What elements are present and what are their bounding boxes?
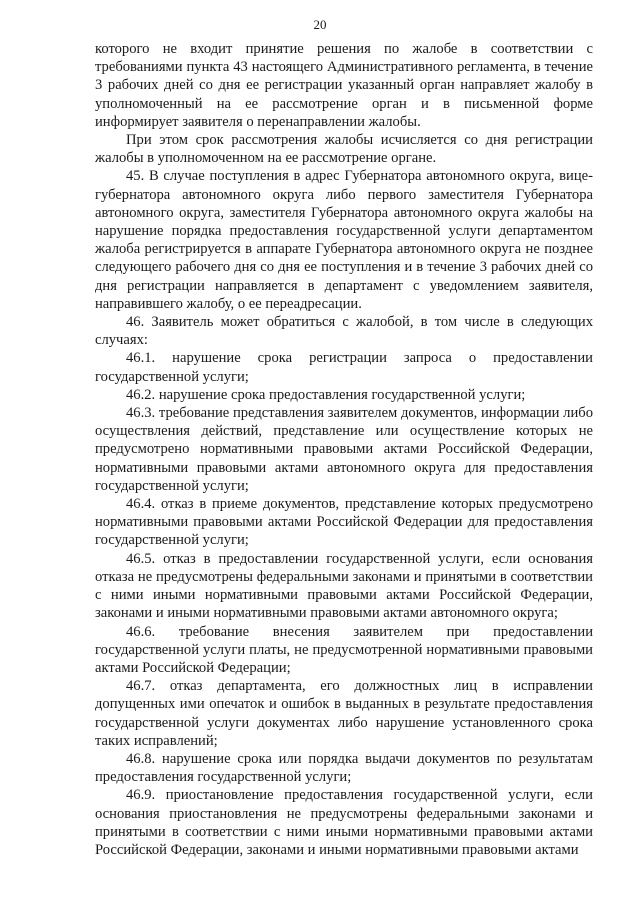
paragraph-46-5: 46.5. отказ в предоставлении государственной услуги, если основания отказа не предусмотрены федеральными законами и принятыми в соответствии с ними иными нормативными правовыми актами Российской Федерации, законами и иными нормативными правовыми актами автономного округа; <box>95 550 593 622</box>
paragraph-continuation: которого не входит принятие решения по жалобе в соответствии с требованиями пункта 43 настоящего Административного регламента, в течение 3 рабочих дней со дня ее регистрации указанный орган направляет жалобу в уполномоченный на ее рассмотрение орган и в письменной форме информирует заявителя о перенаправлении жалобы. <box>95 41 593 130</box>
paragraph-46-3: 46.3. требование представления заявителем документов, информации либо осуществления действий, представление или осуществление которых не предусмотрено нормативными правовыми актами Российской Федерации, нормативными правовыми актами автономного округа для предоставления государственной услуги; <box>95 405 593 494</box>
page-number: 20 <box>313 17 327 32</box>
paragraph-46-2: 46.2. нарушение срока предоставления государственной услуги; <box>126 386 526 403</box>
paragraph-46: 46. Заявитель может обратиться с жалобой, в том числе в следующих случаях: <box>95 314 593 349</box>
paragraph-46-4: 46.4. отказ в приеме документов, представление которых предусмотрено нормативными правовыми актами Российской Федерации для предоставления государственной услуги; <box>95 496 593 549</box>
paragraph-46-9: 46.9. приостановление предоставления государственной услуги, если основания приостановления не предусмотрены федеральными законами и принятыми в соответствии с ними иными нормативными правовыми актами Российской Федерации, законами и иными нормативными правовыми актами <box>95 787 593 858</box>
paragraph-46-7: 46.7. отказ департамента, его должностных лиц в исправлении допущенных ими опечаток и ошибок в выданных в результате предоставления государственной услуги документах либо нарушение установленного срока таких исправлений; <box>95 678 593 749</box>
document-body <box>95 40 593 859</box>
paragraph-complaint-term: При этом срок рассмотрения жалобы исчисляется со дня регистрации жалобы в уполномоченном на ее рассмотрение органе. <box>95 132 593 167</box>
paragraph-46-6: 46.6. требование внесения заявителем при предоставлении государственной услуги платы, не предусмотренной нормативными правовыми актами Российской Федерации; <box>95 623 593 676</box>
paragraph-46-8: 46.8. нарушение срока или порядка выдачи документов по результатам предоставления государственной услуги; <box>95 750 593 786</box>
paragraph-46-1: 46.1. нарушение срока регистрации запроса о предоставлении государственной услуги; <box>95 350 593 385</box>
paragraph-45: 45. В случае поступления в адрес Губернатора автономного округа, вице-губернатора автономного округа либо первого заместителя Губернатора автономного округа, заместителя Губернатора автономного округа жалобы на нарушение порядка предоставления государственной услуги департаментом жалоба регистрируется в аппарате Губернатора автономного округа не позднее следующего рабочего дня со дня ее поступления и в течение 3 рабочих дней со дня регистрации направляется в департамент с уведомлением заявителя, направившего жалобу, о ее переадресации. <box>95 168 593 312</box>
